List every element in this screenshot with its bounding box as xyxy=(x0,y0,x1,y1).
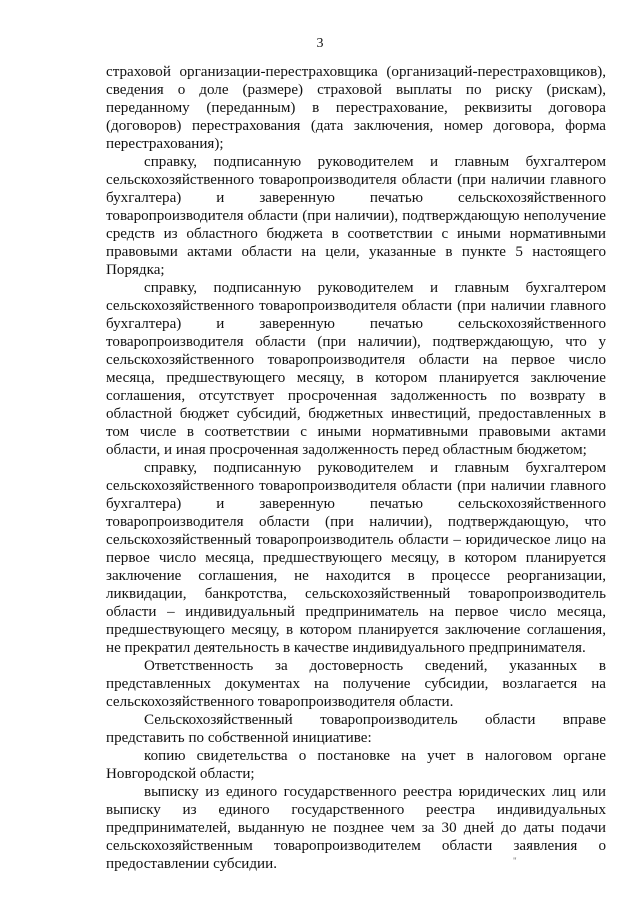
footer-mark: " xyxy=(513,856,517,866)
paragraph-responsibility: Ответственность за достоверность сведений, указанных в представленных документах на получение субсидии, возлагается на сельскохозяйственного товаропроизводителя области. xyxy=(106,658,606,710)
page-number: 3 xyxy=(316,36,324,51)
paragraph-optional-documents: Сельскохозяйственный товаропроизводитель области вправе представить по собственной инициативе: xyxy=(106,712,606,746)
paragraph-certificate-no-funding: справку, подписанную руководителем и главным бухгалтером сельскохозяйственного товаропроизводителя области (при наличии главного бухгалтера) и заверенную печатью сельскохозяйственного товаропроизводителя области (при наличии), подтверждающую неполучение средств из областного бюджета в соответствии с иными нормативными правовыми актами области на цели, указанные в пункте 5 настоящего Порядка; xyxy=(106,154,606,278)
paragraph-reinsurance-info: страховой организации-перестраховщика (организаций-перестраховщиков), сведения о доле (размере) страховой выплаты по риску (рискам), переданному (переданным) в перестрахование, реквизиты договора (договоров) перестрахования (дата заключения, номер договора, форма перестрахования); xyxy=(106,64,606,152)
paragraph-tax-registration-copy: копию свидетельства о постановке на учет в налоговом органе Новгородской области; xyxy=(106,748,606,782)
paragraph-certificate-no-reorganization: справку, подписанную руководителем и главным бухгалтером сельскохозяйственного товаропроизводителя области (при наличии главного бухгалтера) и заверенную печатью сельскохозяйственного товаропроизводителя области (при наличии), подтверждающую, что сельскохозяйственный товаропроизводитель области – юридическое лицо на первое число месяца, предшествующего месяцу, в котором планируется заключение соглашения, не находится в процессе реорганизации, ликвидации, банкротства, сельскохозяйственный товаропроизводитель области – индивидуальный предприниматель на первое число месяца, предшествующего месяцу, в котором планируется заключение соглашения, не прекратил деятельность в качестве индивидуального предпринимателя. xyxy=(106,460,606,656)
paragraph-registry-extract: выписку из единого государственного реестра юридических лиц или выписку из единого государственного реестра индивидуальных предпринимателей, выданную не позднее чем за 30 дней до даты подачи сельскохозяйственным товаропроизводителем области заявления о предоставлении субсидии. xyxy=(106,784,606,872)
paragraph-certificate-no-debt: справку, подписанную руководителем и главным бухгалтером сельскохозяйственного товаропроизводителя области (при наличии главного бухгалтера) и заверенную печатью сельскохозяйственного товаропроизводителя области (при наличии), подтверждающую, что у сельскохозяйственного товаропроизводителя области на первое число месяца, предшествующего месяцу, в котором планируется заключение соглашения, отсутствует просроченная задолженность по возврату в областной бюджет субсидий, бюджетных инвестиций, предоставленных в том числе в соответствии с иными нормативными правовыми актами области, и иная просроченная задолженность перед областным бюджетом; xyxy=(106,280,606,458)
document-body xyxy=(106,63,606,873)
